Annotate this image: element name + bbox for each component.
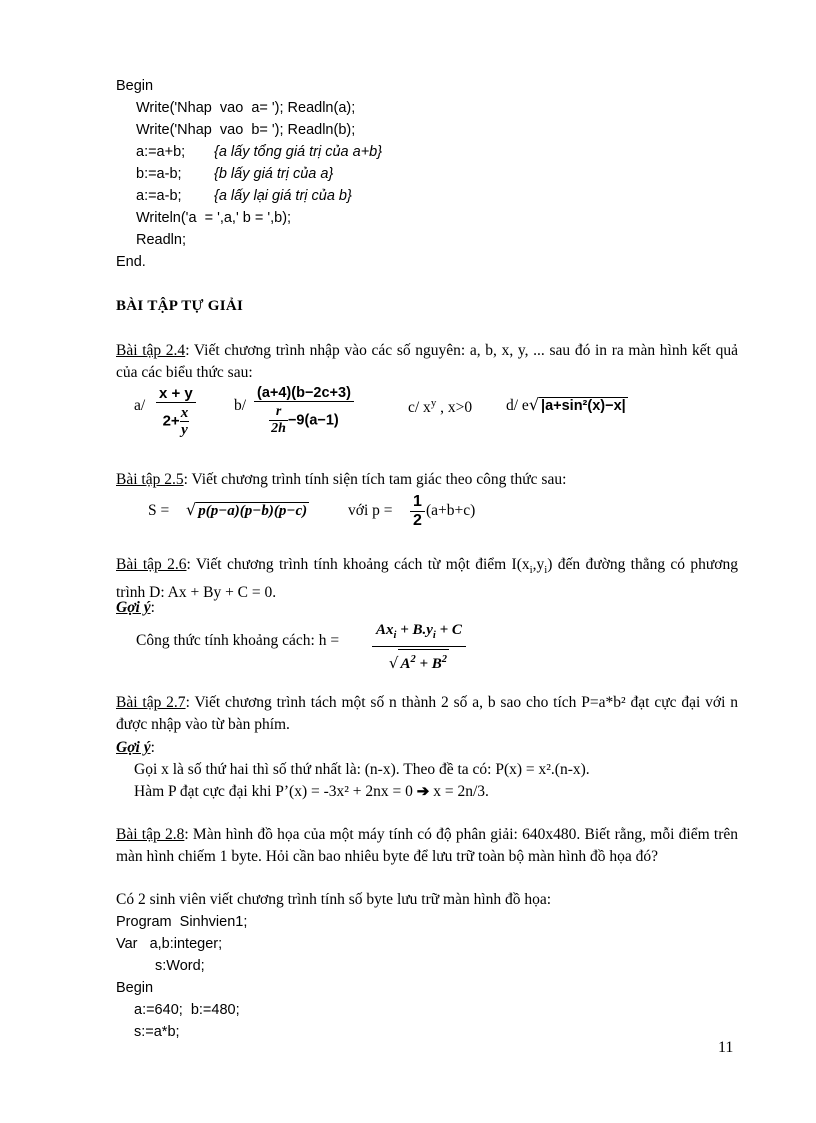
exercise-body-end: ) đến đường thẳng có phương trình D: Ax + By + C = 0. [116,556,738,601]
exercise-body: : Viết chương trình tính khoảng cách từ một điểm I(x [186,556,530,573]
expr-b-inner-fraction [269,404,288,437]
half-fraction [410,493,425,530]
code-line: Begin [116,78,154,94]
exercise-2-7-text [116,692,738,735]
area-mid: với p = [348,502,393,519]
exercise-title: Bài tập 2.4 [116,342,186,359]
expr-a-fraction [156,385,196,438]
expr-b-denominator [254,401,354,437]
half-den: 2 [410,511,425,530]
page-number: 11 [718,1039,734,1056]
expr-c-sup: y [430,397,437,409]
code-line: Write('Nhap vao b= '); Readln(b); [136,122,356,138]
code-line: Begin [116,980,154,996]
exercise-body: : Màn hình đồ họa của một máy tính có độ phân giải: 640x480. Biết rằng, mỗi điểm trên màn hình chiếm 1 byte. Hỏi cần bao nhiêu byte để lưu trữ toàn bộ màn hình đồ họa đó? [116,826,738,865]
sub-i: i [432,630,436,641]
area-tail: (a+b+c) [426,502,476,519]
exercise-2-5-text [116,470,566,490]
hint-colon: : [150,599,155,616]
code-line: Program Sinhvien1; [116,914,248,930]
expr-a-numerator: x + y [159,385,193,402]
expr-b-fraction [254,385,354,437]
exercise-body: : Viết chương trình tách một số n thành 2 số a, b sao cho tích P=a*b² đạt cực đại với n được nhập vào từ bàn phím. [116,694,738,733]
exercise-title: Bài tập 2.6 [116,556,187,573]
exercise-body: : Viết chương trình tính siện tích tam giác theo công thức sau: [183,471,567,488]
formula-label: Công thức tính khoảng cách: h = [136,632,340,649]
sup-2: 2 [441,654,448,665]
code-line: s:=a*b; [134,1024,180,1040]
sub-i: i [393,630,397,641]
sup-2: 2 [410,654,416,665]
inner-den: 2h [271,421,286,436]
expr-c-rest: , x>0 [436,399,473,417]
expr-b-numerator: (a+4)(b−2c+3) [257,385,351,401]
inner-num: x [180,405,189,421]
expr-d-radicand: |a+sin²(x)−x| [541,398,626,414]
exercise-2-4-text [116,340,738,383]
arrow-icon: ➔ [416,783,430,800]
expressions-row [134,385,746,447]
exercise-body: : Viết chương trình nhập vào các số nguyên: a, b, x, y, ... sau đó in ra màn hình kết quả của các biểu thức sau: [116,342,738,381]
sub-i: i [544,564,548,577]
hint-label [116,738,155,758]
code-line: s:Word; [155,958,205,974]
expr-a-label: a/ [134,397,146,414]
code-line: a:=a+b; [136,144,186,160]
hint-line-1: Gọi x là số thứ hai thì số thứ nhất là: (n-x). Theo đề ta có: P(x) = x².(n-x). [134,761,590,778]
code-comment: {a lấy lại giá trị của b} [214,188,352,204]
code-line: Write('Nhap vao a= '); Readln(a); [136,100,356,116]
area-radicand: p(p−a)(p−b)(p−c) [198,503,308,519]
hint-line-2 [134,782,489,802]
expr-a-den-lead: 2+ [162,412,180,430]
hint-line-2a: Hàm P đạt cực đại khi P’(x) = -3x² + 2nx = 0 [134,783,417,800]
expr-b-den-rest: −9(a−1) [287,412,339,429]
half-num: 1 [413,493,422,510]
distance-numerator [372,620,466,646]
hint-line-2b: x = 2n/3. [429,783,489,800]
section-title: BÀI TẬP TỰ GIẢI [116,298,244,314]
exercise-2-6-text [116,554,738,603]
den-b: + B [415,656,442,672]
code-line: b:=a-b; [136,166,182,182]
code-line: Readln; [136,232,186,248]
hint-text: Gợi ý [116,739,151,756]
area-sqrt [186,500,309,520]
exercise-title: Bài tập 2.5 [116,471,184,488]
code-comment: {b lấy giá trị của a} [214,166,334,182]
code-comment: {a lấy tổng giá trị của a+b} [214,144,383,160]
exercise-title: Bài tập 2.8 [116,826,185,843]
expr-d [506,395,628,415]
den-a: A [400,656,411,672]
hint-text: Gợi ý [116,599,151,616]
distance-fraction [372,620,466,674]
expr-b-label: b/ [234,397,247,414]
expr-a-denominator [156,402,196,438]
den-radicand [398,649,449,674]
expr-d-label: d/ e [506,397,529,414]
code-line: Var a,b:integer; [116,936,223,952]
exercise-body-mid: ,y [532,556,545,573]
num-b: + B.y [396,622,433,638]
hint-colon: : [150,739,155,756]
code-line: Writeln('a = ',a,' b = ',b); [136,210,292,226]
code-line: a:=640; b:=480; [134,1002,240,1018]
num-a: Ax [376,622,394,638]
inner-den: y [181,422,188,438]
expr-c [408,397,472,417]
exercise-2-8-text [116,824,738,867]
inner-num: r [275,404,282,419]
sqrt-symbol: √ [388,654,399,672]
distance-denominator [372,646,466,674]
sqrt-symbol: √ [528,395,540,414]
hint-label [116,598,155,618]
exercise-2-8-line: Có 2 sinh viên viết chương trình tính số byte lưu trữ màn hình đồ họa: [116,891,552,908]
area-lhs: S = [148,502,170,519]
code-line: End. [116,254,146,270]
sqrt-symbol: √ [186,500,197,519]
sub-i: i [529,564,533,577]
expr-a-inner-fraction [180,405,190,438]
code-line: a:=a-b; [136,188,182,204]
num-c: + C [435,622,462,638]
exercise-title: Bài tập 2.7 [116,694,186,711]
expr-c-label: c/ x [408,399,431,417]
